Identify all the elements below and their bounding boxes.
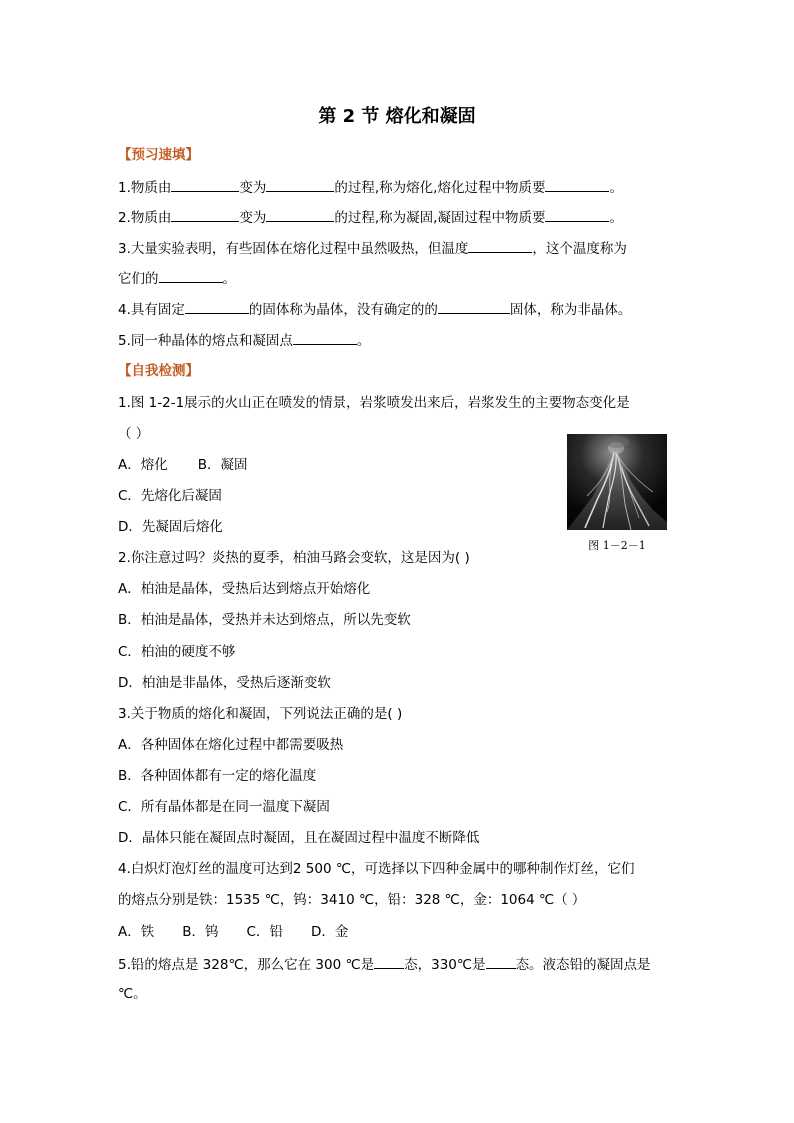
selfcheck-question-4-stem: 4.白炽灯泡灯丝的温度可达到2 500 ℃，可选择以下四种金属中的哪种制作灯丝，它们	[118, 861, 635, 877]
q-text: 态。液态铅的凝固点是	[515, 957, 651, 973]
option-c[interactable]: C．柏油的硬度不够	[118, 644, 236, 660]
option-b[interactable]: B．柏油是晶体，受热并未达到熔点，所以先变软	[118, 612, 411, 628]
option-d[interactable]: D．柏油是非晶体，受热后逐渐变软	[118, 675, 331, 691]
q-text: 变为	[239, 210, 267, 226]
answer-paren[interactable]: （ ）	[118, 426, 150, 442]
q-text: 。	[222, 271, 236, 287]
page-title: 第 2 节 熔化和凝固	[318, 106, 476, 127]
answer-blank[interactable]	[185, 299, 249, 314]
option-a[interactable]: A．铁	[118, 924, 155, 940]
option-a[interactable]: A．柏油是晶体，受热后达到熔点开始熔化	[118, 581, 371, 597]
answer-blank[interactable]	[159, 268, 223, 283]
q-text: 的过程,称为凝固,凝固过程中物质要	[334, 210, 546, 226]
answer-blank[interactable]	[545, 177, 609, 192]
selfcheck-question-5-cont: ℃。	[118, 986, 147, 1002]
q-text: 5.铅的熔点是 328℃，那么它在 300 ℃是	[118, 957, 375, 973]
selfcheck-question-1-options-ab	[118, 456, 248, 474]
preview-question-1	[118, 177, 623, 197]
q-text: 1.物质由	[118, 180, 172, 196]
option-d[interactable]: D．先凝固后熔化	[118, 519, 223, 535]
q-text: 4.具有固定	[118, 302, 185, 318]
preview-question-5	[118, 330, 370, 350]
answer-blank[interactable]	[374, 954, 404, 969]
section-heading-selfcheck: 【自我检测】	[118, 363, 199, 379]
option-c[interactable]: C．先熔化后凝固	[118, 488, 222, 504]
preview-question-3	[118, 238, 627, 258]
answer-blank[interactable]	[468, 238, 532, 253]
q-text: 变为	[239, 180, 267, 196]
volcano-figure-image	[567, 434, 667, 530]
answer-blank[interactable]	[545, 207, 609, 222]
selfcheck-question-2-stem: 2.你注意过吗？炎热的夏季，柏油马路会变软，这是因为( )	[118, 550, 470, 566]
option-b[interactable]: B．凝固	[197, 457, 248, 473]
q-text: ，这个温度称为	[532, 241, 627, 257]
answer-blank[interactable]	[266, 177, 334, 192]
answer-blank[interactable]	[171, 207, 239, 222]
figure-caption: 图 1－2－1	[588, 539, 646, 552]
option-a[interactable]: A．各种固体在熔化过程中都需要吸热	[118, 737, 344, 753]
option-d[interactable]: D．晶体只能在凝固点时凝固，且在凝固过程中温度不断降低	[118, 830, 480, 846]
q-text: 。	[356, 333, 371, 349]
preview-question-3-cont	[118, 268, 236, 288]
option-b[interactable]: B．钨	[182, 924, 219, 940]
q-text: 。	[609, 180, 623, 196]
preview-question-4	[118, 299, 631, 319]
q-text: 态，330℃是	[404, 957, 486, 973]
q-text: 5.同一种晶体的熔点和凝固点	[118, 333, 293, 349]
answer-blank[interactable]	[266, 207, 334, 222]
selfcheck-question-4-stem-cont: 的熔点分别是铁：1535 ℃，钨：3410 ℃，铅：328 ℃，金：1064 ℃（ ）	[118, 892, 586, 908]
answer-blank[interactable]	[293, 330, 357, 345]
q-text: 。	[609, 210, 623, 226]
option-a[interactable]: A．熔化	[118, 457, 168, 473]
option-d[interactable]: D．金	[310, 924, 349, 940]
selfcheck-question-4-options	[118, 923, 348, 941]
option-b[interactable]: B．各种固体都有一定的熔化温度	[118, 768, 317, 784]
q-text: 固体，称为非晶体。	[509, 302, 632, 318]
option-c[interactable]: C．铅	[246, 924, 283, 940]
selfcheck-question-1-stem: 1.图 1-2-1展示的火山正在喷发的情景，岩浆喷发出来后，岩浆发生的主要物态变化是	[118, 395, 630, 411]
section-heading-preview: 【预习速填】	[118, 147, 199, 163]
selfcheck-question-3-stem: 3.关于物质的熔化和凝固，下列说法正确的是( )	[118, 706, 403, 722]
q-text: 3.大量实验表明，有些固体在熔化过程中虽然吸热，但温度	[118, 241, 469, 257]
q-text: 的固体称为晶体，没有确定的的	[248, 302, 438, 318]
answer-blank[interactable]	[486, 954, 516, 969]
answer-blank[interactable]	[171, 177, 239, 192]
q-text: 它们的	[118, 271, 159, 287]
preview-question-2	[118, 207, 623, 227]
selfcheck-question-5	[118, 954, 651, 974]
q-text: 的过程,称为熔化,熔化过程中物质要	[334, 180, 546, 196]
answer-blank[interactable]	[438, 299, 510, 314]
q-text: 2.物质由	[118, 210, 172, 226]
option-c[interactable]: C．所有晶体都是在同一温度下凝固	[118, 799, 330, 815]
